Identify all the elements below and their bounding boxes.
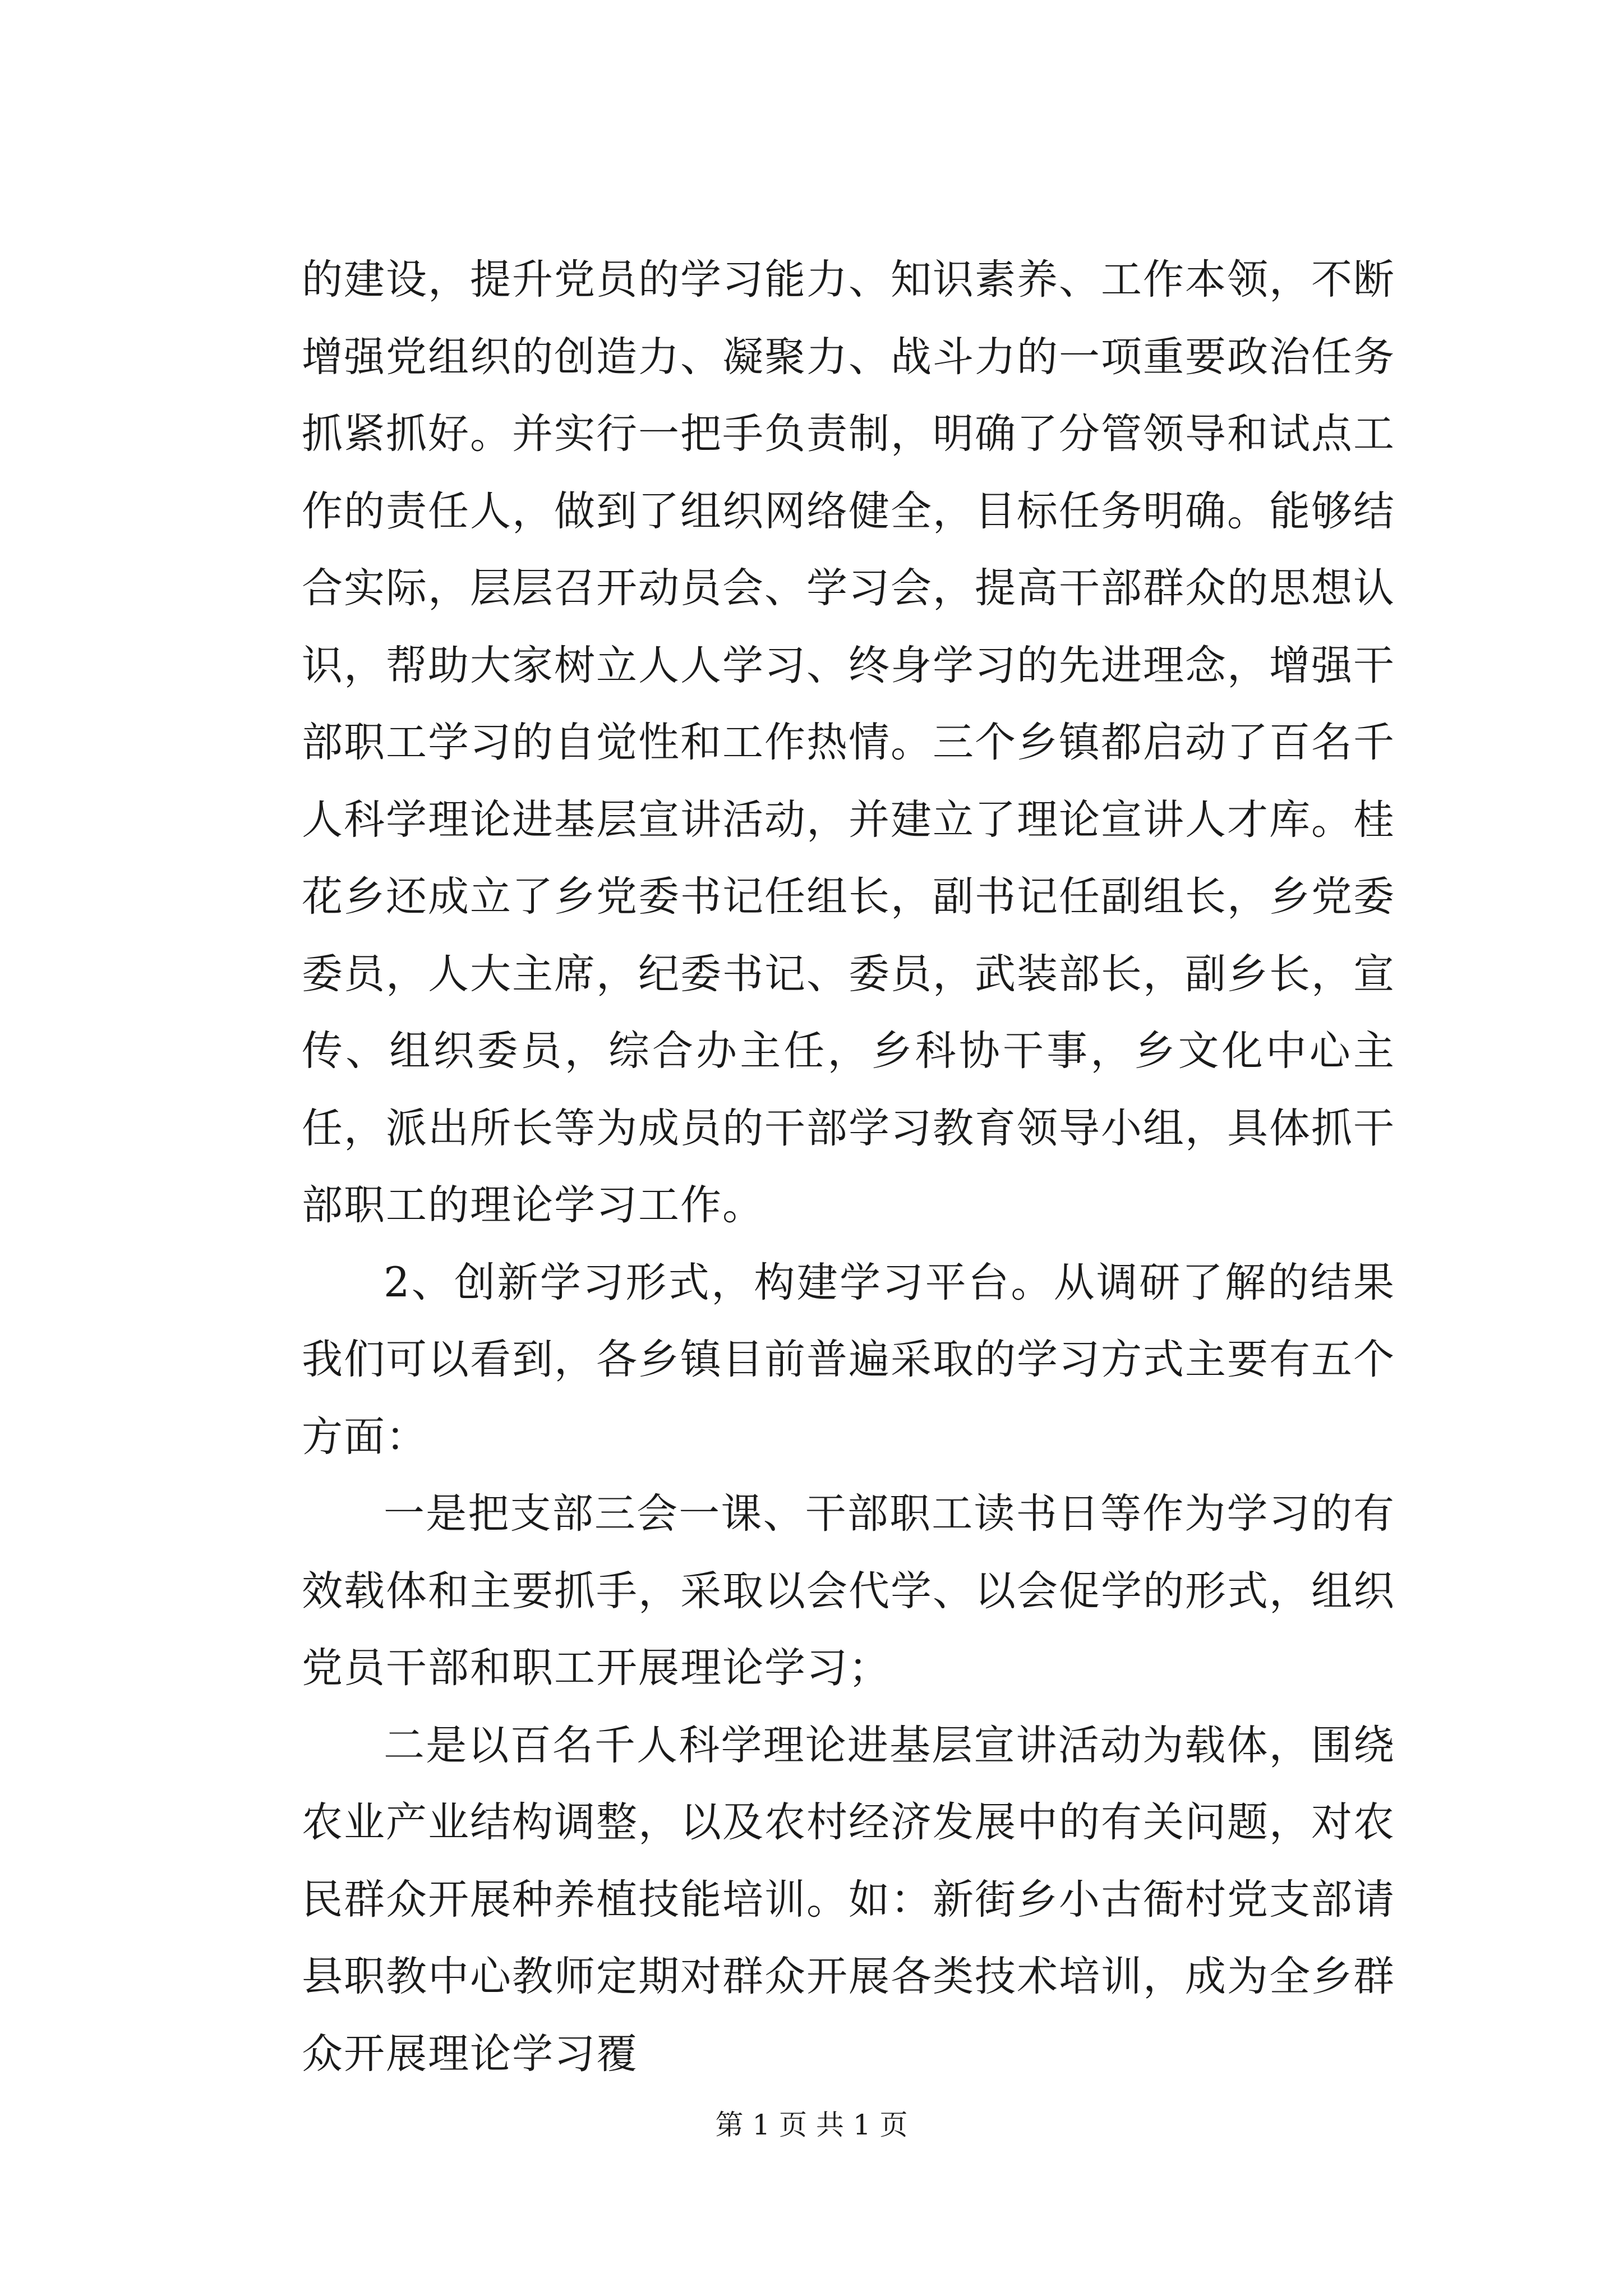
paragraph-2: 2、创新学习形式，构建学习平台。从调研了解的结果我们可以看到，各乡镇目前普遍采取的学习方式主要有五个方面：: [302, 1258, 1395, 1461]
paragraph-3: 一是把支部三会一课、干部职工读书日等作为学习的有效载体和主要抓手，采取以会代学、以会促学的形式，组织党员干部和职工开展理论学习；: [302, 1490, 1395, 1692]
document-body: [302, 241, 1395, 2092]
paragraph-4: 二是以百名千人科学理论进基层宣讲活动为载体，围绕农业产业结构调整，以及农村经济发展中的有关问题，对农民群众开展种养植技能培训。如：新街乡小古衙村党支部请县职教中心教师定期对群众开展各类技术培训，成为全乡群众开展理论学习覆: [302, 1721, 1395, 2078]
paragraph-1: 的建设，提升党员的学习能力、知识素养、工作本领，不断增强党组织的创造力、凝聚力、战斗力的一项重要政治任务抓紧抓好。并实行一把手负责制，明确了分管领导和试点工作的责任人，做到了组织网络健全，目标任务明确。能够结合实际，层层召开动员会、学习会，提高干部群众的思想认识，帮助大家树立人人学习、终身学习的先进理念，增强干部职工学习的自觉性和工作热情。三个乡镇都启动了百名千人科学理论进基层宣讲活动，并建立了理论宣讲人才库。桂花乡还成立了乡党委书记任组长，副书记任副组长，乡党委委员，人大主席，纪委书记、委员，武装部长，副乡长，宣传、组织委员，综合办主任，乡科协干事，乡文化中心主任，派出所长等为成员的干部学习教育领导小组，具体抓干部职工的理论学习工作。: [302, 256, 1395, 1229]
page-footer: 第 1 页 共 1 页: [715, 2109, 908, 2141]
